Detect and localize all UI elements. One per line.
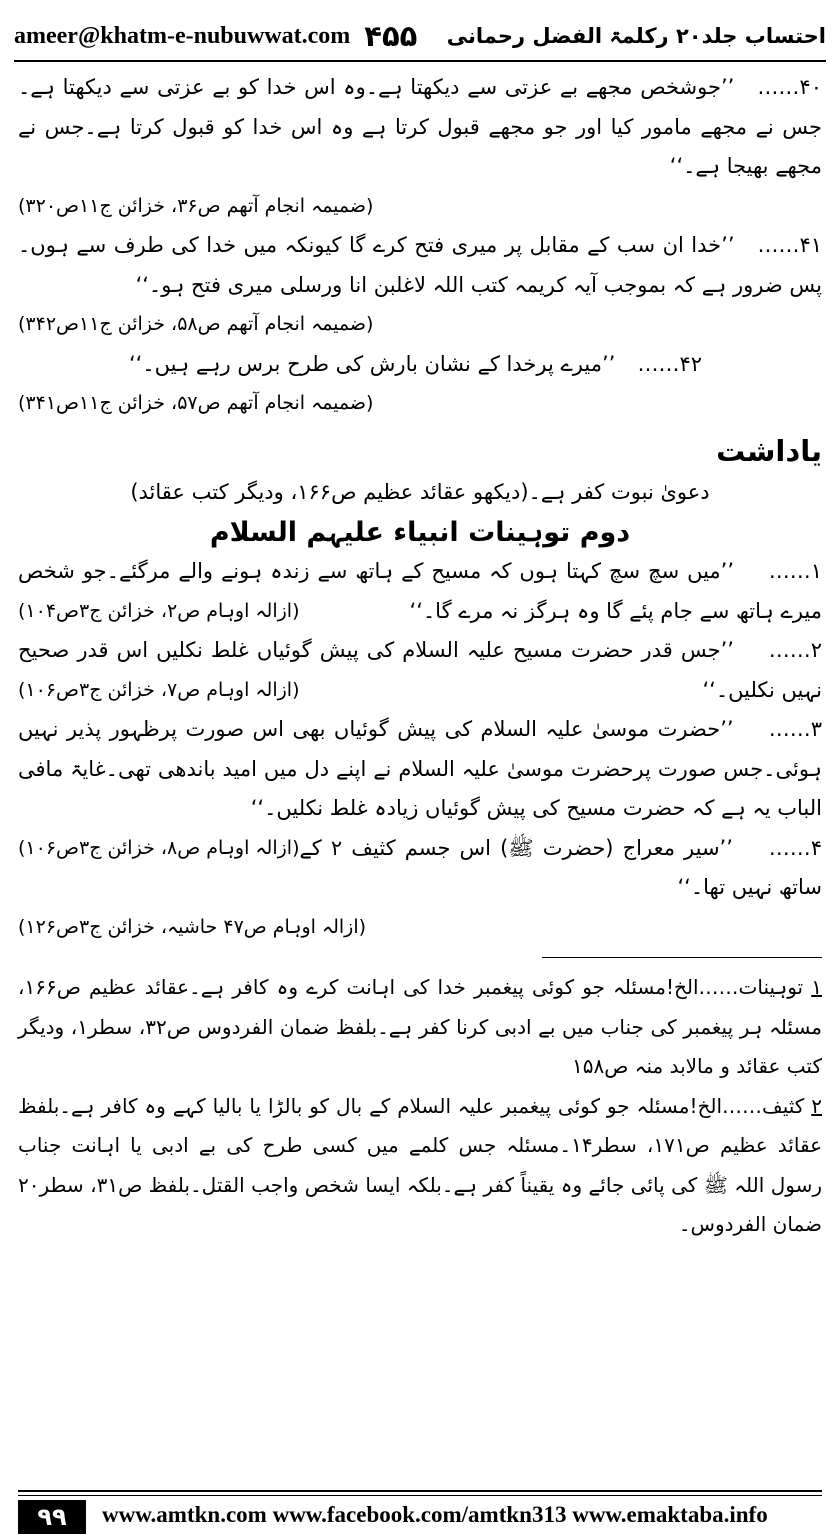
memo-note: دعویٰ نبوت کفر ہے۔(دیکھو عقائد عظیم ص۱۶۶، ودیگر کتب عقائد) (130, 480, 710, 504)
item-number: ۴۰…… (757, 75, 822, 99)
header-page-number: ۴۵۵ (364, 19, 418, 53)
item-number: ۳…… (768, 717, 822, 741)
item-text: ’’حضرت موسیٰ علیہ السلام کی پیش گوئیاں بھی اس صورت پرظہور پذیر نہیں ہوئی۔جس صورت پرحضرت موسیٰ علیہ السلام نے اپنے دل میں امید باندھی تھی۔غایۃ مافی الباب یہ ہے کہ حضرت مسیح کی پیش گوئیاں زیادہ غلط نکلیں۔‘‘ (18, 717, 822, 820)
item-reference: (ازالہ اوہام ص۸، خزائن ج۳ص۱۰۶) (18, 836, 300, 859)
item-text: ’’میرے پرخدا کے نشان بارش کی طرح برس رہے ہیں۔‘‘ (128, 351, 616, 376)
footnote-mark: ۲ (811, 1093, 822, 1118)
item-number: ۴…… (768, 835, 822, 860)
header-book-title: احتساب جلد۲۰ رکلمۃ الفضل رحمانی (446, 24, 826, 48)
item-number: ۴۱…… (757, 233, 822, 257)
reference-item-41: (ضمیمہ انجام آتھم ص۵۸، خزائن ج۱۱ص۳۴۲) (18, 313, 374, 335)
paragraph-item-42 (18, 345, 822, 385)
page-footer (18, 1490, 822, 1530)
item-reference: (ازالہ اوہام ص۲، خزائن ج۳ص۱۰۴) (18, 599, 300, 622)
section-title: دوم توہینات انبیاء علیہم السلام (209, 516, 631, 548)
reference-item-40: (ضمیمہ انجام آتھم ص۳۶، خزائن ج۱۱ص۳۲۰) (18, 194, 374, 217)
section-item-3 (18, 710, 822, 859)
header-left (14, 19, 417, 53)
reference-section-item-4: (ازالہ اوہام ص۴۷ حاشیہ، خزائن ج۳ص۱۲۶) (18, 915, 367, 938)
item-text: ’’سیر معراج (حضرت ﷺ) اس جسم کثیف ۲ کے ساتھ نہیں تھا۔‘‘ (299, 835, 822, 899)
footnote-2 (18, 1087, 822, 1245)
footer-rule-thin (18, 1495, 822, 1496)
item-number: ۱…… (768, 559, 822, 583)
item-number: ۴۲…… (637, 351, 702, 376)
footer-rule (18, 1490, 822, 1492)
item-text: ’’جوشخص مجھے بے عزتی سے دیکھتا ہے۔وہ اس خدا کو بے عزتی سے دیکھتا ہے۔جس نے مجھے مامور کیا اور جو مجھے قبول کرتا ہے وہ اس خدا کو قبول کرتا ہے۔جس نے مجھے بھیجا ہے۔‘‘ (18, 75, 822, 178)
item-reference: (ازالہ اوہام ص۷، خزائن ج۳ص۱۰۶) (18, 678, 300, 701)
memo-heading: یاداشت (716, 433, 822, 468)
reference-item-42: (ضمیمہ انجام آتھم ص۵۷، خزائن ج۱۱ص۳۴۱) (18, 392, 374, 414)
header-rule (14, 60, 826, 62)
section-item-1 (18, 552, 822, 631)
footnote-rule (542, 957, 822, 958)
section-item-2 (18, 631, 822, 710)
item-text: ’’جس قدر حضرت مسیح علیہ السلام کی پیش گوئیاں غلط نکلیں اس قدر صحیح نہیں نکلیں۔‘‘ (18, 638, 822, 702)
item-text: ’’میں سچ سچ کہتا ہوں کہ مسیح کے ہاتھ سے زندہ ہونے والے مرگئے۔جو شخص میرے ہاتھ سے جام پئے گا وہ ہرگز نہ مرے گا۔‘‘ (18, 559, 822, 623)
paragraph-item-40 (18, 68, 822, 187)
item-number: ۲…… (768, 638, 822, 662)
footnote-1 (18, 968, 822, 1087)
footnote-text: کثیف……الخ!مسئلہ جو کوئی پیغمبر علیہ السلام کے بال کو بالڑا یا بالیا کہے وہ کافر ہے۔بلفظ عقائد عظیم ص۱۷۱، سطر۱۴۔مسئلہ جس کلمے میں کسی طرح کی بے ادبی یا اہانت جناب رسول اللہ ﷺ کی پائی جائے وہ یقیناً کفر ہے۔بلکہ ایسا شخص واجب القتل۔بلفظ ص۳۱، سطر۲۰ ضمان الفردوس۔ (18, 1093, 823, 1236)
page-body (18, 68, 822, 1245)
paragraph-item-41 (18, 226, 822, 305)
footer-links[interactable]: www.amtkn.com www.facebook.com/amtkn313 www.emaktaba.info (102, 1502, 768, 1527)
item-text: ’’خدا ان سب کے مقابل پر میری فتح کرے گا کیونکہ میں خدا کی طرف سے ہوں۔پس ضرور ہے کہ بموجب آیہ کریمہ کتب اللہ لاغلبن انا ورسلی میری فتح ہو۔‘‘ (18, 233, 822, 297)
header-email[interactable]: ameer@khatm-e-nubuwwat.com (14, 22, 351, 49)
page-header (14, 14, 826, 58)
footnote-text: توہینات……الخ!مسئلہ جو کوئی پیغمبر خدا کی اہانت کرے وہ کافر ہے۔عقائد عظیم ص۱۶۶، مسئلہ ہر پیغمبر کی جناب میں بے ادبی کرنا کفر ہے۔بلفظ ضمان الفردوس ص۳۲، سطر۱، ودیگر کتب عقائد و مالابد منہ ص۱۵۸ (18, 975, 823, 1078)
footnote-mark: ۱ (811, 975, 823, 999)
footer-page-box: ۹۹ (18, 1500, 86, 1534)
